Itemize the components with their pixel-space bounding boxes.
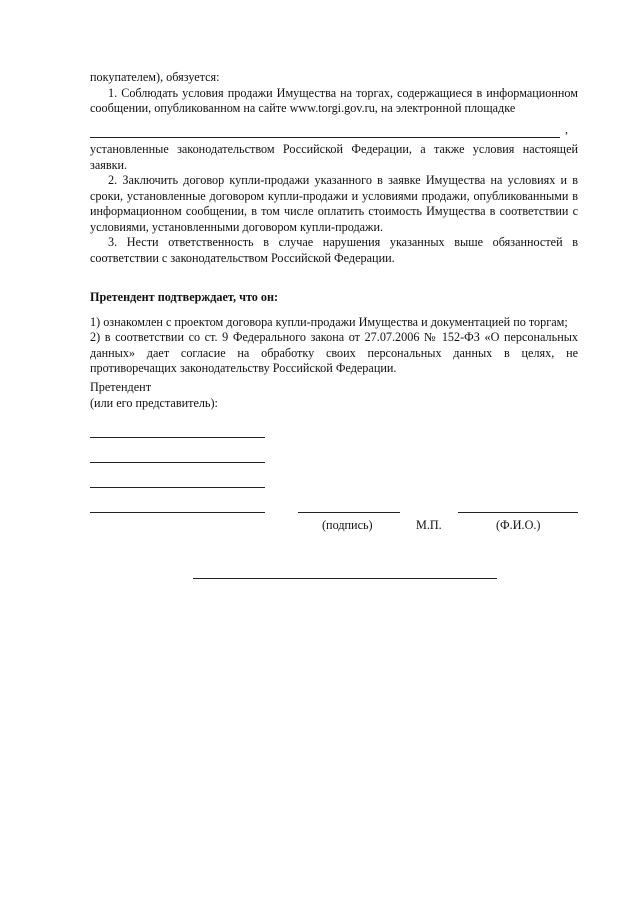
obligations-section <box>90 70 578 117</box>
applicant-fill-line-4[interactable] <box>90 512 265 513</box>
applicant-fill-line-3[interactable] <box>90 487 265 488</box>
signature-line[interactable] <box>298 512 400 513</box>
obligation-item-1-start: 1. Соблюдать условия продажи Имущества на торгах, содержащиеся в информационном сообщении, опубликованном на сайте www.torgi.gov.ru, на электронной площадке <box>90 85 578 115</box>
obligation-item-1-end: установленные законодательством Российской Федерации, а также условия настоящей заявки. <box>90 142 578 172</box>
confirmation-item-1: 1) ознакомлен с проектом договора купли-продажи Имущества и документацией по торгам; <box>90 314 568 329</box>
applicant-fill-line-1[interactable] <box>90 437 265 438</box>
full-name-line[interactable] <box>458 512 578 513</box>
confirmation-heading: Претендент подтверждает, что он: <box>90 290 279 304</box>
applicant-label-line1: Претендент <box>90 380 152 394</box>
applicant-label-line2: (или его представитель): <box>90 395 218 410</box>
applicant-label <box>90 380 578 411</box>
obligations-continued <box>90 142 578 266</box>
platform-comma: , <box>565 122 568 136</box>
bottom-fill-line[interactable] <box>193 578 497 579</box>
obligation-item-3: 3. Нести ответственность в случае нарушения указанных выше обязанностей в соответствии с законодательством Российской Федерации. <box>90 235 578 265</box>
stamp-caption: М.П. <box>416 518 442 532</box>
full-name-caption: (Ф.И.О.) <box>496 518 541 532</box>
applicant-fill-line-2[interactable] <box>90 462 265 463</box>
signature-caption: (подпись) <box>322 518 373 532</box>
obligations-intro: покупателем), обязуется: <box>90 70 220 84</box>
obligation-item-2: 2. Заключить договор купли-продажи указанного в заявке Имущества на условиях и в сроки, установленные договором купли-продажи и условиями продажи, опубликованными в информационном сообщении, в том числе оплатить стоимость Имущества в соответствии с условиями, установленными договором купли-продажи. <box>90 173 578 234</box>
platform-fill-line[interactable] <box>90 137 560 138</box>
confirmation-section <box>90 290 578 377</box>
confirmation-item-2: 2) в соответствии со ст. 9 Федерального закона от 27.07.2006 № 152-ФЗ «О персональных данных» дает согласие на обработку своих персональных данных в целях, не противоречащих законодательству Российской Федерации. <box>90 330 578 375</box>
